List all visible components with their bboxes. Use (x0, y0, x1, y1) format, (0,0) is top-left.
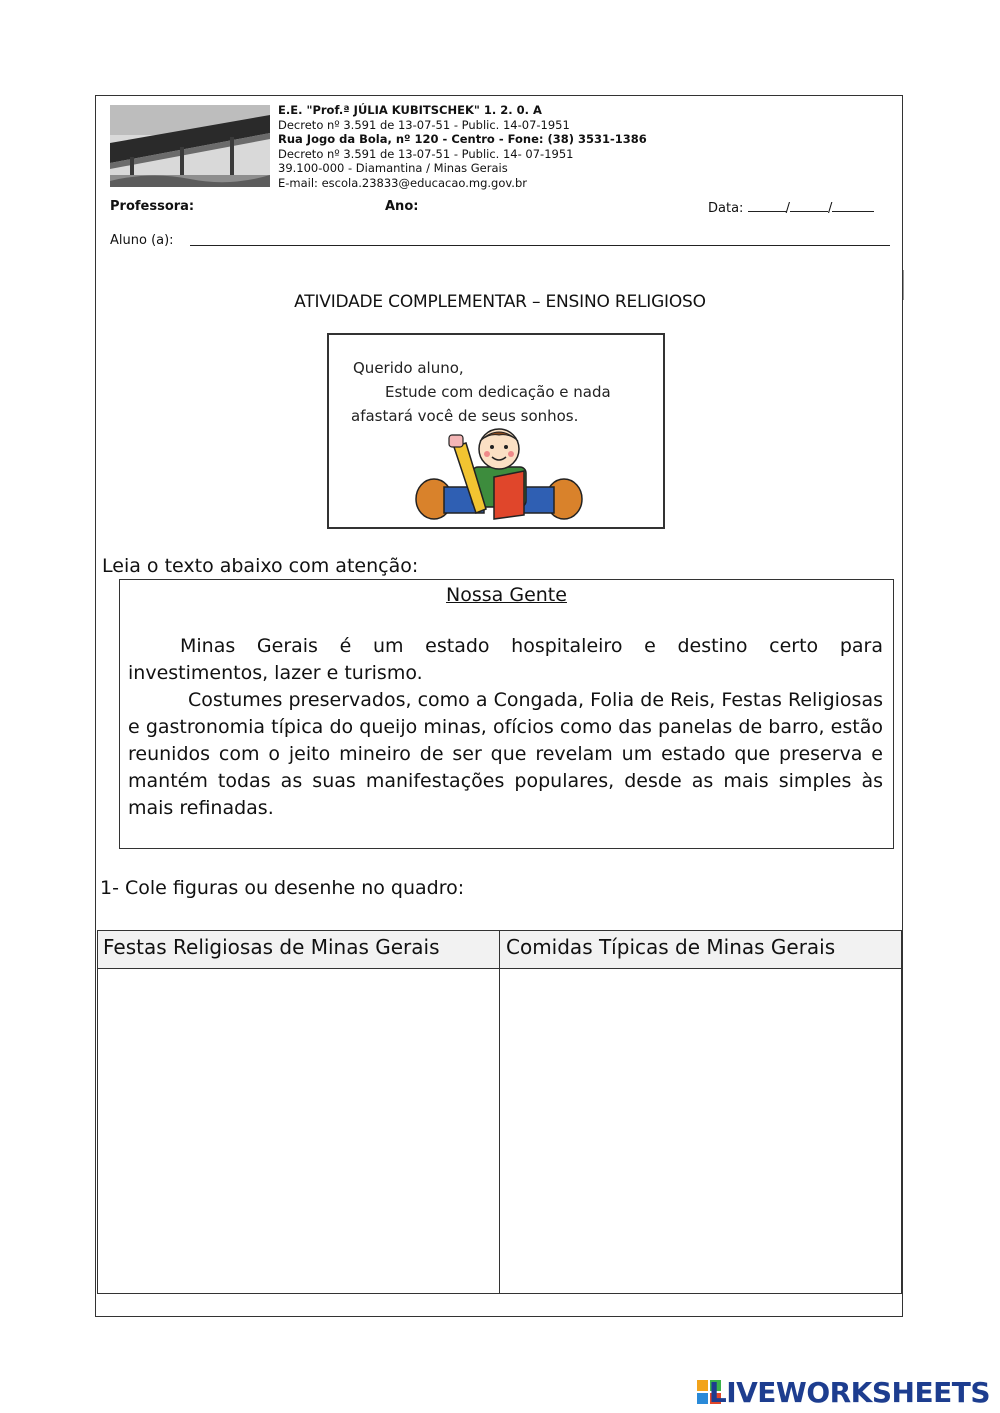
reading-text-box (119, 579, 894, 849)
address-line: Rua Jogo da Bola, nº 120 - Centro - Fone: (38) 3531-1386 (278, 132, 647, 147)
note-line-3: afastará você de seus sonhos. (351, 407, 579, 425)
col-header-festas: Festas Religiosas de Minas Gerais (103, 935, 440, 959)
ano-label: Ano: (385, 199, 419, 214)
drawing-area-comidas[interactable] (501, 969, 901, 1293)
note-greeting: Querido aluno, (353, 359, 464, 377)
school-header-text (278, 103, 647, 191)
note-line-2: Estude com dedicação e nada (385, 383, 611, 401)
decree-line-2: Decreto nº 3.591 de 13-07-51 - Public. 14- 07-1951 (278, 146, 574, 161)
date-label: Data: (708, 201, 744, 216)
reading-instruction: Leia o texto abaixo com atenção: (102, 555, 419, 577)
activity-title: ATIVIDADE COMPLEMENTAR – ENSINO RELIGIOSO (294, 292, 706, 312)
city-line: 39.100-000 - Diamantina / Minas Gerais (278, 161, 508, 176)
decree-line-1: Decreto nº 3.591 de 13-07-51 - Public. 14-07-1951 (278, 117, 570, 132)
school-name: E.E. "Prof.ª JÚLIA KUBITSCHEK" 1. 2. 0. A (278, 103, 542, 117)
aluno-label: Aluno (a): (110, 233, 174, 248)
paragraph-1: Minas Gerais é um estado hospitaleiro e destino certo para investimentos, lazer e turismo. (128, 635, 883, 684)
boy-reading-illustration (414, 427, 584, 527)
school-building-photo (110, 105, 270, 187)
col-header-comidas: Comidas Típicas de Minas Gerais (506, 935, 836, 959)
paragraph-2: Costumes preservados, como a Congada, Folia de Reis, Festas Religiosas e gastronomia típica do queijo minas, ofícios como das panelas de barro, estão reunidos com o jeito mineiro de ser que revelam um estado que preserva e mantém todas as suas manifestações populares, desde as mais simples às mais refinadas. (128, 689, 883, 819)
text-title: Nossa Gente (446, 584, 567, 606)
liveworksheets-watermark: LIVEWORKSHEETS (708, 1376, 990, 1409)
question-1: 1- Cole figuras ou desenhe no quadro: (100, 877, 465, 899)
email-line: E-mail: escola.23833@educacao.mg.gov.br (278, 175, 527, 190)
drawing-area-festas[interactable] (98, 969, 499, 1293)
encouragement-note (327, 333, 665, 529)
aluno-input-line[interactable] (190, 245, 890, 246)
professora-label: Professora: (110, 199, 195, 214)
drawing-grid (97, 930, 902, 1294)
date-field[interactable]: Data: / / (708, 199, 874, 216)
text-body (128, 633, 883, 822)
